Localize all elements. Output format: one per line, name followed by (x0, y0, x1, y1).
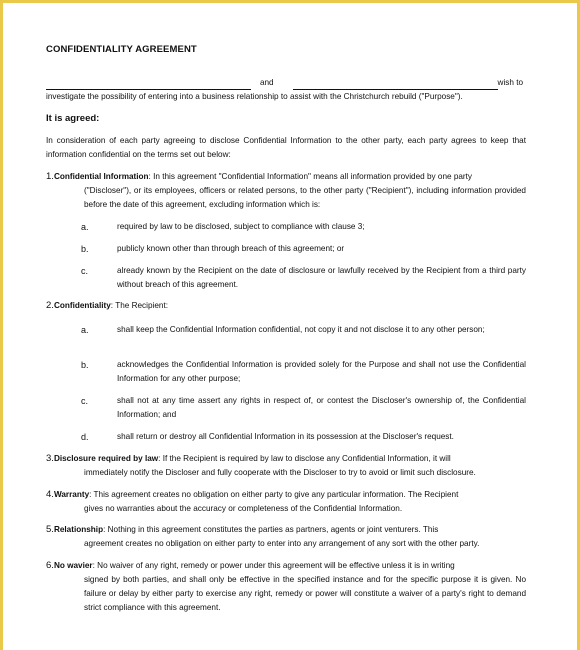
section-2 (46, 299, 526, 313)
item-letter: c. (81, 396, 89, 406)
item-letter: a. (81, 222, 89, 232)
item-text: shall keep the Confidential Information confidential, not copy it and not disclose it to any other person; (117, 325, 485, 334)
item-text: acknowledges the Confidential Information is provided solely for the Purpose and shall not use the Confidential Information for any other purpose; (117, 360, 526, 383)
section-first-line: : This agreement creates no obligation on either party to give any particular information. The Recipient (89, 490, 459, 499)
section-first-line: : In this agreement "Confidential Information" means all information provided by one party (148, 172, 473, 181)
section-1-item-a (81, 220, 526, 234)
section-heading: Confidential Information (53, 172, 149, 181)
section-2-item-a (81, 323, 526, 337)
section-first-line: : Nothing in this agreement constitutes the parties as partners, agents or joint venturers. This (103, 525, 439, 534)
section-number: 1. (46, 171, 54, 182)
section-heading: Confidentiality (53, 301, 111, 310)
section-1 (46, 170, 526, 212)
section-3 (46, 452, 526, 480)
section-heading: No wavier (53, 561, 93, 570)
intro-paragraph: In consideration of each party agreeing to disclose Confidential Information to the other party, each party agrees to keep that information confidential on the terms set out below: (46, 136, 526, 159)
item-text: already known by the Recipient on the date of disclosure or lawfully received by the Recipient from a third party without breach of this agreement. (117, 266, 526, 289)
section-1-item-b (81, 242, 526, 256)
document-title: CONFIDENTIALITY AGREEMENT (46, 44, 197, 55)
item-text: publicly known other than through breach of this agreement; or (117, 244, 345, 253)
item-letter: c. (81, 266, 89, 276)
item-text: required by law to be disclosed, subject to compliance with clause 3; (117, 222, 365, 231)
section-body: immediately notify the Discloser and fully cooperate with the Discloser to try to avoid or limit such disclosure. (84, 468, 476, 477)
section-body: agreement creates no obligation on either party to enter into any arrangement of any sort with the other party. (84, 539, 480, 548)
wish-to-text: wish to (497, 78, 524, 87)
item-letter: d. (81, 432, 89, 442)
section-1-item-c (81, 264, 526, 292)
item-text: shall not at any time assert any rights in respect of, or contest the Discloser's ownership of, the Confidential Information; and (117, 396, 526, 419)
agreed-heading: It is agreed: (46, 113, 100, 124)
party-one-blank[interactable] (46, 81, 251, 90)
item-text: shall return or destroy all Confidential Information in its possession at the Discloser's request. (117, 432, 454, 441)
section-5 (46, 523, 526, 551)
section-2-item-c (81, 394, 526, 422)
parties-block (46, 76, 523, 104)
section-body: signed by both parties, and shall only be effective in the specified instance and for the specific purpose it is given. No failure or delay by either party to exercise any right, remedy or power will constitute a waiver of a party's right to demand strict compliance with this agreement. (84, 575, 526, 612)
section-first-line: : No waiver of any right, remedy or power under this agreement will be effective unless it is in writing (92, 561, 455, 570)
section-number: 2. (46, 300, 54, 311)
item-letter: b. (81, 244, 89, 254)
section-number: 4. (46, 489, 54, 500)
purpose-text: investigate the possibility of entering into a business relationship to assist with the Christchurch rebuild ("Purpose"). (46, 92, 463, 101)
section-heading: Relationship (53, 525, 104, 534)
section-number: 6. (46, 560, 54, 571)
section-first-line: : If the Recipient is required by law to disclose any Confidential Information, it will (158, 454, 451, 463)
section-body: ("Discloser"), or its employees, officers or related persons, to the other party ("Recipient"), including information provided before the date of this agreement, excluding information which is: (84, 186, 526, 209)
party-two-blank[interactable] (293, 81, 498, 90)
section-6 (46, 559, 526, 615)
and-text: and (259, 78, 274, 87)
section-2-item-b (81, 358, 526, 386)
item-letter: a. (81, 325, 89, 335)
section-heading: Warranty (53, 490, 90, 499)
item-letter: b. (81, 360, 89, 370)
section-body: gives no warranties about the accuracy or completeness of the Confidential Information. (84, 504, 403, 513)
section-number: 5. (46, 524, 54, 535)
section-2-item-d (81, 430, 526, 444)
section-heading: Disclosure required by law (53, 454, 159, 463)
section-number: 3. (46, 453, 54, 464)
section-4 (46, 488, 526, 516)
document-page (3, 3, 577, 650)
section-first-line: : The Recipient: (110, 301, 168, 310)
